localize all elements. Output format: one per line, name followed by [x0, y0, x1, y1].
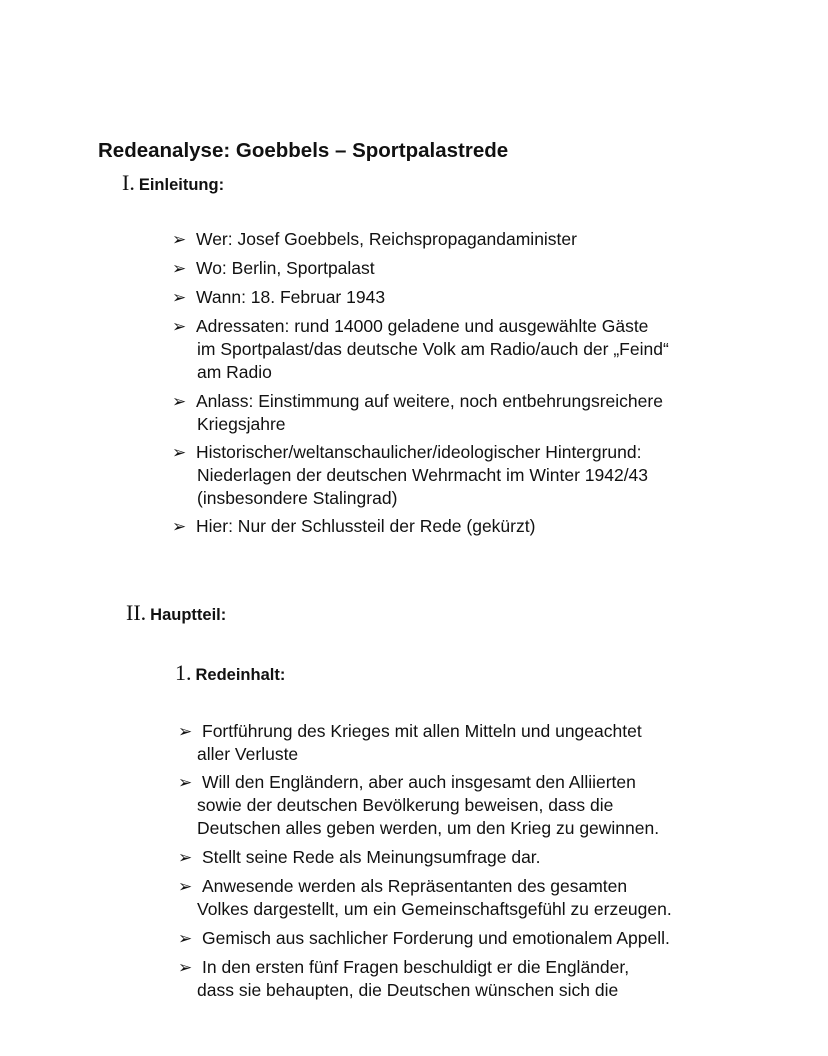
- list-item-text: In den ersten fünf Fragen beschuldigt er die Engländer,: [202, 957, 630, 977]
- list-item-line: [172, 441, 648, 464]
- list-item-text: Gemisch aus sachlicher Forderung und emotionalem Appell.: [202, 928, 670, 948]
- list-item-text: Will den Engländern, aber auch insgesamt den Alliierten: [202, 772, 636, 792]
- list-item-text: Adressaten: rund 14000 geladene und ausgewählte Gäste: [196, 316, 649, 336]
- list-item-line: [178, 898, 672, 921]
- list-item: [172, 228, 577, 251]
- list-item-text: Fortführung des Krieges mit allen Mitteln und ungeachtet: [202, 721, 642, 741]
- subsection-heading-redeinhalt: [175, 660, 285, 686]
- arrowhead-bullet-icon: ➢: [172, 317, 187, 336]
- list-item-text: Anlass: Einstimmung auf weitere, noch entbehrungsreichere: [196, 391, 663, 411]
- list-item-text: Stellt seine Rede als Meinungsumfrage dar.: [202, 847, 541, 867]
- list-item-line: [172, 487, 648, 510]
- arrowhead-bullet-icon: ➢: [172, 259, 187, 278]
- list-item-text: aller Verluste: [197, 744, 299, 764]
- list-item: [178, 720, 642, 766]
- list-item: [178, 875, 672, 921]
- arrowhead-bullet-icon: ➢: [172, 392, 187, 411]
- document-title: Redeanalyse: Goebbels – Sportpalastrede: [98, 139, 509, 162]
- list-item-text: Volkes dargestellt, um ein Gemeinschaftsgefühl zu erzeugen.: [197, 899, 672, 919]
- arrowhead-bullet-icon: ➢: [178, 958, 193, 977]
- list-item-line: [172, 315, 669, 338]
- section-heading-einleitung: [122, 170, 224, 196]
- list-item-line: [172, 286, 385, 309]
- list-item-text: Wann: 18. Februar 1943: [196, 287, 386, 307]
- section-heading-text: Einleitung:: [138, 176, 225, 194]
- list-item-line: [178, 720, 642, 743]
- list-item-line: [172, 257, 375, 280]
- list-item-line: [172, 464, 648, 487]
- list-item-line: [178, 771, 659, 794]
- list-item-line: [178, 979, 629, 1002]
- list-item-line: [178, 794, 659, 817]
- arrowhead-bullet-icon: ➢: [172, 288, 187, 307]
- arrowhead-bullet-icon: ➢: [172, 517, 187, 536]
- list-item-text: dass sie behaupten, die Deutschen wünschen sich die: [197, 980, 619, 1000]
- list-item: [178, 956, 629, 1002]
- list-item-text: Hier: Nur der Schlussteil der Rede (gekürzt): [196, 516, 536, 536]
- arrowhead-bullet-icon: ➢: [178, 722, 193, 741]
- subsection-heading-text: Redeinhalt:: [195, 666, 286, 684]
- list-item: [172, 515, 535, 538]
- list-item-text: Anwesende werden als Repräsentanten des gesamten: [202, 876, 628, 896]
- arrowhead-bullet-icon: ➢: [178, 929, 193, 948]
- list-item-line: [172, 515, 535, 538]
- list-item: [172, 390, 663, 436]
- list-item-text: (insbesondere Stalingrad): [197, 488, 398, 508]
- list-item-text: Niederlagen der deutschen Wehrmacht im Winter 1942/43: [197, 465, 649, 485]
- arrowhead-bullet-icon: ➢: [172, 230, 187, 249]
- list-item-line: [178, 817, 659, 840]
- list-item: [178, 846, 541, 869]
- list-item-text: Deutschen alles geben werden, um den Krieg zu gewinnen.: [197, 818, 660, 838]
- arrowhead-bullet-icon: ➢: [172, 443, 187, 462]
- subsection-numeral: 1.: [175, 660, 192, 685]
- arrowhead-bullet-icon: ➢: [178, 773, 193, 792]
- list-item-text: sowie der deutschen Bevölkerung beweisen, dass die: [197, 795, 614, 815]
- list-item-text: am Radio: [197, 362, 272, 382]
- arrowhead-bullet-icon: ➢: [178, 848, 193, 867]
- list-item-line: [178, 956, 629, 979]
- section-numeral: I.: [122, 170, 135, 195]
- section-heading-hauptteil: [126, 600, 226, 626]
- list-item-text: Historischer/weltanschaulicher/ideologischer Hintergrund:: [196, 442, 642, 462]
- list-item-text: im Sportpalast/das deutsche Volk am Radio/auch der „Feind“: [197, 339, 669, 359]
- list-item-line: [178, 927, 670, 950]
- list-item-line: [178, 846, 541, 869]
- list-item-text: Wer: Josef Goebbels, Reichspropagandaminister: [196, 229, 577, 249]
- list-item-text: Kriegsjahre: [197, 414, 286, 434]
- list-item-line: [172, 228, 577, 251]
- list-item-line: [172, 338, 669, 361]
- section-heading-text: Hauptteil:: [150, 606, 227, 624]
- list-item-line: [178, 875, 672, 898]
- list-item: [172, 315, 669, 384]
- list-item-line: [172, 390, 663, 413]
- list-item: [172, 441, 648, 510]
- list-item: [172, 286, 385, 309]
- list-item-line: [178, 743, 642, 766]
- list-item: [172, 257, 375, 280]
- section-numeral: II.: [126, 600, 147, 625]
- list-item-text: Wo: Berlin, Sportpalast: [196, 258, 375, 278]
- list-item: [178, 927, 670, 950]
- arrowhead-bullet-icon: ➢: [178, 877, 193, 896]
- list-item-line: [172, 413, 663, 436]
- list-item-line: [172, 361, 669, 384]
- list-item: [178, 771, 659, 840]
